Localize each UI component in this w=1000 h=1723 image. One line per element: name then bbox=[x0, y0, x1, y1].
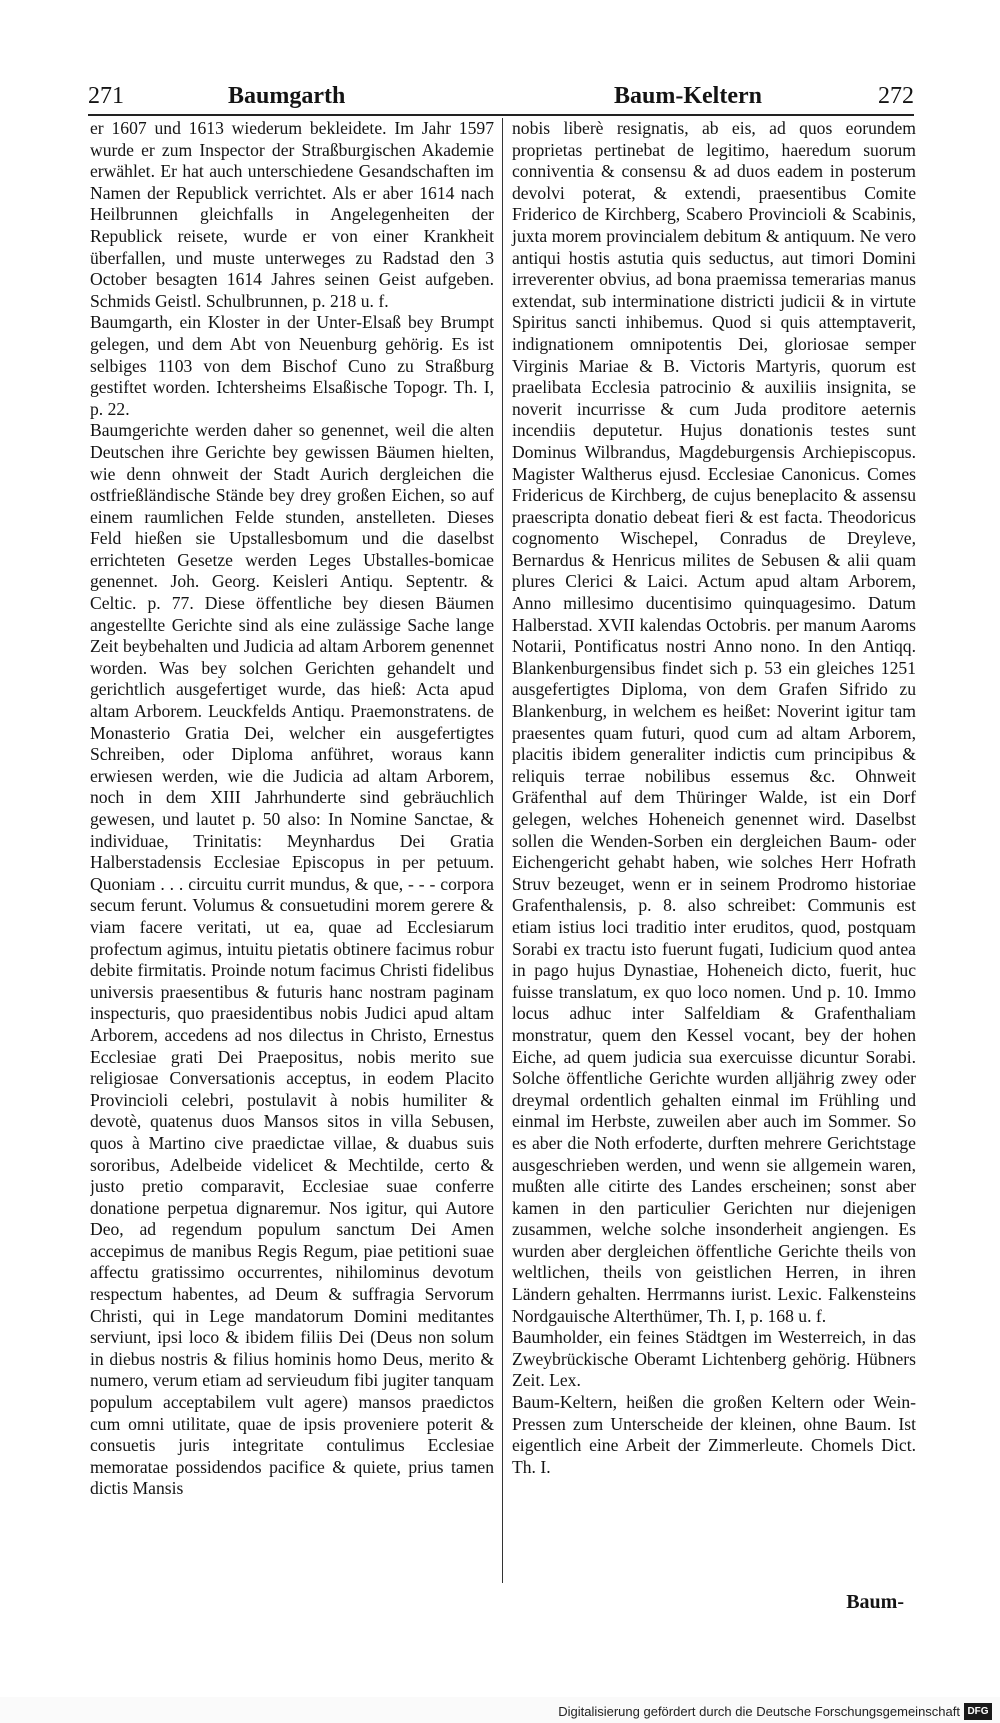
left-page-number: 271 bbox=[88, 83, 124, 109]
left-running-title: Baumgarth bbox=[228, 83, 346, 109]
entry-continuation: er 1607 und 1613 wiederum bekleidete. Im Jahr 1597 wurde er zum Inspector der Straßburgischen Akademie erwählet. Er hat auch unterschiedene Gesandschaften im Namen der Republick verrichtet. Als er aber 1614 nach Heilbrunnen gleichfalls in Angelegenheiten der Republick reisete, wurde er von einer Krankheit überfallen, und muste unterweges zu Radstad den 3 October besagten 1614 Jahres seinen Geist aufgeben. Schmids Geistl. Schulbrunnen, p. 218 u. f. bbox=[90, 118, 494, 311]
right-text-column bbox=[508, 118, 916, 1588]
entry-baumholder: Baumholder, ein feines Städtgen im Westerreich, in das Zweybrückische Oberamt Lichtenberg gehörig. Hübners Zeit. Lex. bbox=[512, 1327, 916, 1391]
entry-baumgerichte-continuation: nobis liberè resignatis, ab eis, ad quos eorundem proprietas pertinebat de legitimo, haeredum suorum conniventia & consensu & ad duos eadem in posterum devolvi poterat, & extendi, praesentibus Comite Friderico de Kirchberg, Scabero Provincioli & Scabinis, juxta morem provincialem debitum & antiquum. Ne vero antiqui hostis astutia quis seductus, aut timori Domini irreverenter obvius, ad bona praemissa temerarias manus extendat, sub interminatione districti judicii & in virtute Spiritus sancti inhibemus. Quod si quis attemptaverit, indignationem omnipotentis Dei, gloriosae semper Virginis Mariae & B. Victoris Martyris, quorum est praelibata Ecclesia patrocinio & auxiliis insignita, se noverit incurrisse & cum Juda proditore aeternis incendiis deputetur. Hujus donationis testes sunt Dominus Wilbrandus, Magdeburgensis Archiepiscopus. Magister Waltherus ejusd. Ecclesiae Canonicus. Comes Fridericus de Kirchberg, de cujus beneplacito & assensu praescripta donatio debeat fieri & est facta. Theodoricus cognomento Wischepel, Conradus de Dreyleve, Bernardus & Henricus milites de Sebusen & alii quam plures Clerici & Laici. Actum apud altam Arborem, Anno millesimo ducentisimo quinquagesimo. Datum Halberstad. XVII kalendas Octobris. per manum Aaroms Notarii, Pontificatus nostri Anno nono. In den Antiqq. Blankenburgensibus findet sich p. 53 ein gleiches 1251 ausgefertigtes Diploma, von dem Grafen Sifrido zu Blankenburg, in welchem es heißet: Noverint igitur tam praesentes quam futuri, quod cum ad altam Arborem, placitis ibidem generaliter indictis cum principibus & reliquis terrae nobilibus essemus &c. Ohnweit Gräfenthal auf dem Thüringer Walde, ist ein Dorf gelegen, welches Hoheneich genennet wird. Daselbst sollen die Wenden-Sorben ein dergleichen Baum- oder Eichengericht gehabt haben, wie solches Herr Hofrath Struv bezeuget, wenn er in seinem Prodromo historiae Grafenthalensis, p. 8. also schreibet: Communis est etiam istius loci traditio inter eruditos, quod, postquam Sorabi ex tractu isto fuerunt fugati, Iudicium quod antea in pago hujus Dynastiae, Hoheneich dicto, fuerit, huc fuisse translatum, ex quo loco nomen. Und p. 10. Immo locus adhuc inter Salfeldiam & Grafenthaliam monstratur, quem den Kessel vocant, bey der hohen Eiche, ad quem judicia sua exercuisse dicuntur Sorabi. Solche öffentliche Gerichte wurden alljährig zwey oder dreymal ordentlich gehalten einmal im Frühling und einmal im Herbste, zuweilen aber auch im Sommer. So es aber die Noth erfoderte, durften mehrere Gerichtstage ausgeschrieben werden, und wenn sie allgemein waren, mußten alle citirte des Landes erscheinen; sonst aber kamen in den particulier Gerichten nur diejenigen zusammen, welche solche insonderheit angiengen. Es wurden aber dergleichen öffentliche Gerichte theils von weltlichen, theils von geistlichen Herren, in ihren Ländern gehalten. Herrmanns iurist. Lexic. Falkensteins Nordgauische Alterthümer, Th. I, p. 168 u. f. bbox=[512, 118, 916, 1326]
entry-baumgarth: Baumgarth, ein Kloster in der Unter-Elsaß bey Brumpt gelegen, und dem Abt von Neuenburg gehörig. Es ist selbiges 1103 von dem Bischof Cuno zu Straßburg gestiftet worden. Ichtersheims Elsaßische Topogr. Th. I, p. 22. bbox=[90, 312, 494, 419]
entry-baumgerichte: Baumgerichte werden daher so genennet, weil die alten Deutschen ihre Gerichte bey gewissen Bäumen hielten, wie denn ohnweit der Stadt Aurich dergleichen die ostfrießländische Stände bey drey großen Eichen, so auf einem raumlichen Felde stunden, anstelleten. Dieses Feld hießen sie Upstallesbomum und die daselbst errichteten Gesetze werden Leges Ubstalles-bomicae genennet. Joh. Georg. Keisleri Antiqu. Septentr. & Celtic. p. 77. Diese öffentliche bey diesen Bäumen angestellte Gerichte sind als eine zulässige Sache lange Zeit beybehalten und Judicia ad altam Arborem genennet worden. Was bey solchen Gerichten gehandelt und gerichtlich ausgefertiget wurde, das hieß: Acta apud altam Arborem. Leuckfelds Antiqu. Praemonstratens. de Monasterio Gratia Dei, welcher ein ausgefertigtes Schreiben, oder Diploma anführet, woraus kann erwiesen werden, wie die Judicia ad altam Arborem, noch in dem XIII Jahrhunderte sind gebräuchlich gewesen, und lautet p. 50 also: In Nomine Sanctae, & individuae, Trinitatis: Meynhardus Dei Gratia Halberstadensis Ecclesiae Episcopus in per petuum. Quoniam . . . circuitu currit mundus, & que, - - - corpora secum ferunt. Volumus & consuetudini morem gerere & viam facere veritati, ut ea, quae ad Ecclesiarum profectum agimus, intuitu pietatis obtinere facimus robur debite firmitatis. Proinde notum facimus Christi fidelibus universis praesentibus & futuris hanc nostram paginam inspecturis, quo praesidentibus nobis Judici apud altam Arborem, accedens ad nos dilectus in Christo, Ernestus Ecclesiae grati Dei Praepositus, nobis merito sue religiosae Conversationis acceptus, in eodem Placito Provincioli celebri, postulavit à nobis humiliter & devotè, quatenus duos Mansos sitos in villa Sebusen, quos à Martino cive praedictae villae, & duabus suis sororibus, Adelbeide videlicet & Mechtilde, certo & justo pretio comparavit, Ecclesiae suae conferre donatione perpetua dignaremur. Nos igitur, qui Autore Deo, ad regendum populum sanctum Dei Amen accepimus de manibus Regis Regum, piae petitioni suae affectu gratissimo occurrentes, nihilominus devotum respectum habentes, ad Deum & suffragia Servorum Christi, qui in Lege mandatorum Domini meditantes serviunt, ipsi loco & ibidem filiis Dei (Deus non solum in diebus nostris & filius hominis homo Deus, merito & numero, verum etiam ad servieudum fibi jugiter tanquam populum acceptabilem vult agere) mansos praedictos cum omni utilitate, quae de ipsis proveniere poterit & consuetis juris integritate contulimus Ecclesiae memoratae possidendos pacifice & quiete, prius tamen dictis Mansis bbox=[90, 420, 494, 1499]
digitization-note: Digitalisierung gefördert durch die Deutsche Forschungsgemeinschaft bbox=[558, 1704, 960, 1719]
left-text-column bbox=[90, 118, 500, 1588]
page-header bbox=[88, 80, 914, 116]
catchword: Baum- bbox=[846, 1591, 904, 1613]
dfg-logo-icon: DFG bbox=[964, 1703, 992, 1720]
entry-baum-keltern: Baum-Keltern, heißen die großen Keltern oder Wein-Pressen zum Unterscheide der kleinen, ohne Baum. Ist eigentlich eine Arbeit der Zimmerleute. Chomels Dict. Th. I. bbox=[512, 1392, 916, 1477]
column-divider bbox=[502, 118, 503, 1583]
right-page-number: 272 bbox=[878, 83, 914, 109]
right-running-title: Baum-Keltern bbox=[614, 83, 762, 109]
digitization-footer bbox=[0, 1697, 1000, 1723]
